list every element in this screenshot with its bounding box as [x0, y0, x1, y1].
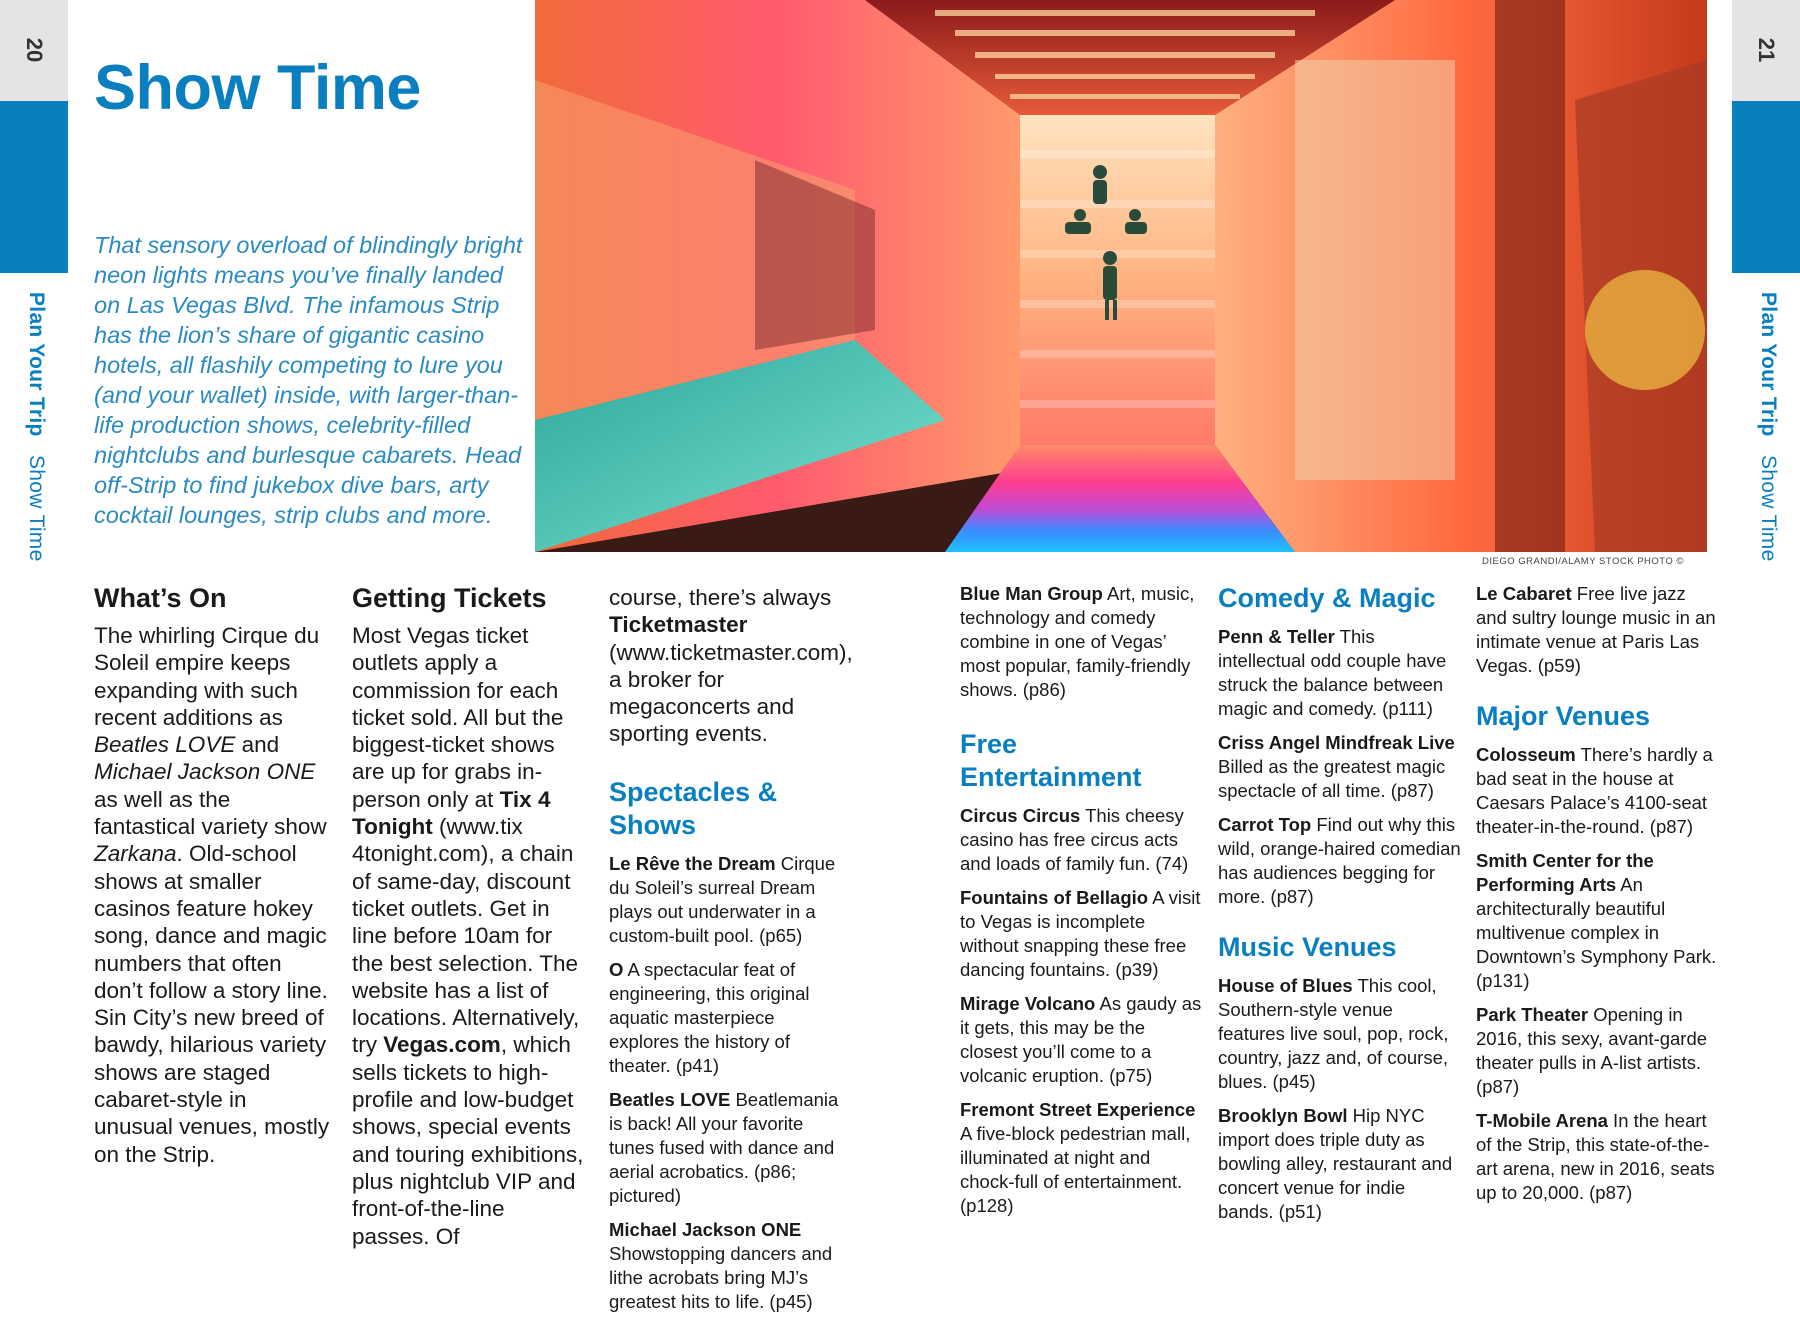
music-venues-heading: Music Venues — [1218, 932, 1397, 962]
column-comedy-music — [1218, 582, 1462, 1234]
list-item: T-Mobile Arena In the heart of the Strip, this state-of-the-art arena, new in 2016, seats up to 20,000. (p87) — [1476, 1110, 1715, 1203]
list-item: Brooklyn Bowl Hip NYC import does triple duty as bowling alley, restaurant and concert venue for indie bands. (p51) — [1218, 1105, 1453, 1222]
blue-man-entry-wrap — [960, 582, 1204, 702]
list-item: Le Cabaret Free live jazz and sultry lounge music in an intimate venue at Paris Las Vegas. (p59) — [1476, 583, 1716, 676]
column-whats-on — [94, 582, 330, 1168]
list-item: O A spectacular feat of engineering, this original aquatic masterpiece explores the history of theater. (p41) — [609, 958, 810, 1076]
chapter-name: Plan Your Trip — [1757, 292, 1780, 437]
page-title: Show Time — [94, 53, 421, 123]
list-item: House of Blues This cool, Southern-style venue features live soul, pop, rock, country, jazz and, of course, blues. (p45) — [1218, 975, 1449, 1092]
free-entertainment-heading: Free Entertainment — [960, 729, 1142, 792]
list-item: Le Rêve the Dream Cirque du Soleil’s surreal Dream plays out underwater in a custom-built pool. (p65) — [609, 852, 836, 946]
chapter-tab-right[interactable] — [1756, 292, 1780, 561]
left-side-tab — [0, 0, 68, 1299]
hero-photo — [535, 0, 1707, 552]
right-side-tab — [1732, 0, 1800, 1299]
column-spectacles — [609, 582, 853, 1324]
list-item: Penn & Teller This intellectual odd couple have struck the balance between magic and comedy. (p111) — [1218, 626, 1447, 719]
section-name: Show Time — [1757, 454, 1780, 562]
chapter-tab-left[interactable] — [24, 292, 48, 561]
list-item: Mirage Volcano As gaudy as it gets, this may be the closest you’ll come to a volcanic eruption. (p75) — [960, 993, 1202, 1086]
section-name: Show Time — [25, 454, 48, 562]
spectacles-list — [609, 852, 845, 1314]
music-venues-list — [1218, 974, 1462, 1224]
page-number-right: 21 — [1754, 37, 1779, 63]
list-item: Carrot Top Find out why this wild, orange-haired comedian has audiences begging for more. (p87) — [1218, 814, 1461, 907]
comedy-magic-heading: Comedy & Magic — [1218, 583, 1436, 613]
chapter-color-block-left — [0, 101, 68, 273]
column-major-venues — [1476, 582, 1720, 1215]
list-item: Fremont Street Experience A five-block pedestrian mall, illuminated at night and chock-full of entertainment. (p128) — [960, 1099, 1196, 1216]
chapter-name: Plan Your Trip — [25, 292, 48, 437]
intro-paragraph: That sensory overload of blindingly bright neon lights means you’ve finally landed on Las Vegas Blvd. The infamous Strip has the lion’s share of gigantic casino hotels, all flashily competing to lure you (and your wallet) inside, with larger-than-life production shows, celebrity-filled nightclubs and burlesque cabarets. Head off-Strip to find jukebox dive bars, arty cocktail lounges, strip clubs and more. — [94, 232, 523, 528]
list-item: Smith Center for the Performing Arts An architecturally beautiful multivenue complex in Downtown’s Symphony Park. (p131) — [1476, 850, 1717, 991]
list-item: Michael Jackson ONE Showstopping dancers and lithe acrobats bring MJ’s greatest hits to life. (p45) — [609, 1218, 833, 1312]
major-venues-heading: Major Venues — [1476, 701, 1651, 731]
major-venues-list — [1476, 743, 1720, 1205]
getting-tickets-heading: Getting Tickets — [352, 583, 547, 613]
neon-corridor-illustration — [535, 0, 1707, 552]
list-item: Blue Man Group Art, music, technology and comedy combine in one of Vegas’ most popular, family-friendly shows. (p86) — [960, 583, 1195, 700]
list-item: Criss Angel Mindfreak Live Billed as the greatest magic spectacle of all time. (p87) — [1218, 732, 1455, 801]
whats-on-heading: What’s On — [94, 583, 227, 613]
list-item: Colosseum There’s hardly a bad seat in the house at Caesars Palace’s 4100-seat theater-in-the-round. (p87) — [1476, 744, 1713, 837]
list-item: Beatles LOVE Beatlemania is back! All your favorite tunes fused with dance and aerial acrobatics. (p86; pictured) — [609, 1088, 839, 1206]
list-item: Circus Circus This cheesy casino has free circus acts and loads of family fun. (74) — [960, 805, 1189, 874]
page-number-left: 20 — [22, 37, 47, 63]
column-free-entertainment — [960, 582, 1204, 1228]
getting-tickets-continued: course, there’s always Ticketmaster (www.ticketmaster.com), a broker for megaconcerts and sporting events. — [609, 585, 853, 747]
whats-on-text: The whirling Cirque du Soleil empire keeps expanding with such recent additions as Beatles LOVE and Michael Jackson ONE as well as the fantastical variety show Zarkana. Old-school shows at smaller casinos feature hokey song, dance and magic numbers that often don’t follow a story line. Sin City’s new breed of bawdy, hilarious variety shows are staged cabaret-style in unusual venues, mostly on the Strip. — [94, 623, 330, 1167]
chapter-color-block-right — [1732, 101, 1800, 273]
list-item: Fountains of Bellagio A visit to Vegas is incomplete without snapping these free dancing fountains. (p39) — [960, 887, 1201, 980]
getting-tickets-text: Most Vegas ticket outlets apply a commission for each ticket sold. All but the biggest-ticket shows are up for grabs in-person only at Tix 4 Tonight (www.tix 4tonight.com), a chain of same-day, discount ticket outlets. Get in line before 10am for the best selection. The website has a list of locations. Alternatively, try Vegas.com, which sells tickets to high-profile and low-budget shows, special events and touring exhibitions, plus nightclub VIP and front-of-the-line passes. Of — [352, 623, 584, 1249]
spectacles-heading: Spectacles & Shows — [609, 776, 778, 840]
free-entertainment-list — [960, 804, 1204, 1218]
column-getting-tickets — [352, 582, 588, 1250]
list-item: Park Theater Opening in 2016, this sexy, avant-garde theater pulls in A-list artists. (p87) — [1476, 1004, 1708, 1097]
comedy-magic-list — [1218, 625, 1462, 909]
photo-credit: DIEGO GRANDI/ALAMY STOCK PHOTO © — [1482, 556, 1684, 567]
le-cabaret-entry-wrap — [1476, 582, 1720, 678]
